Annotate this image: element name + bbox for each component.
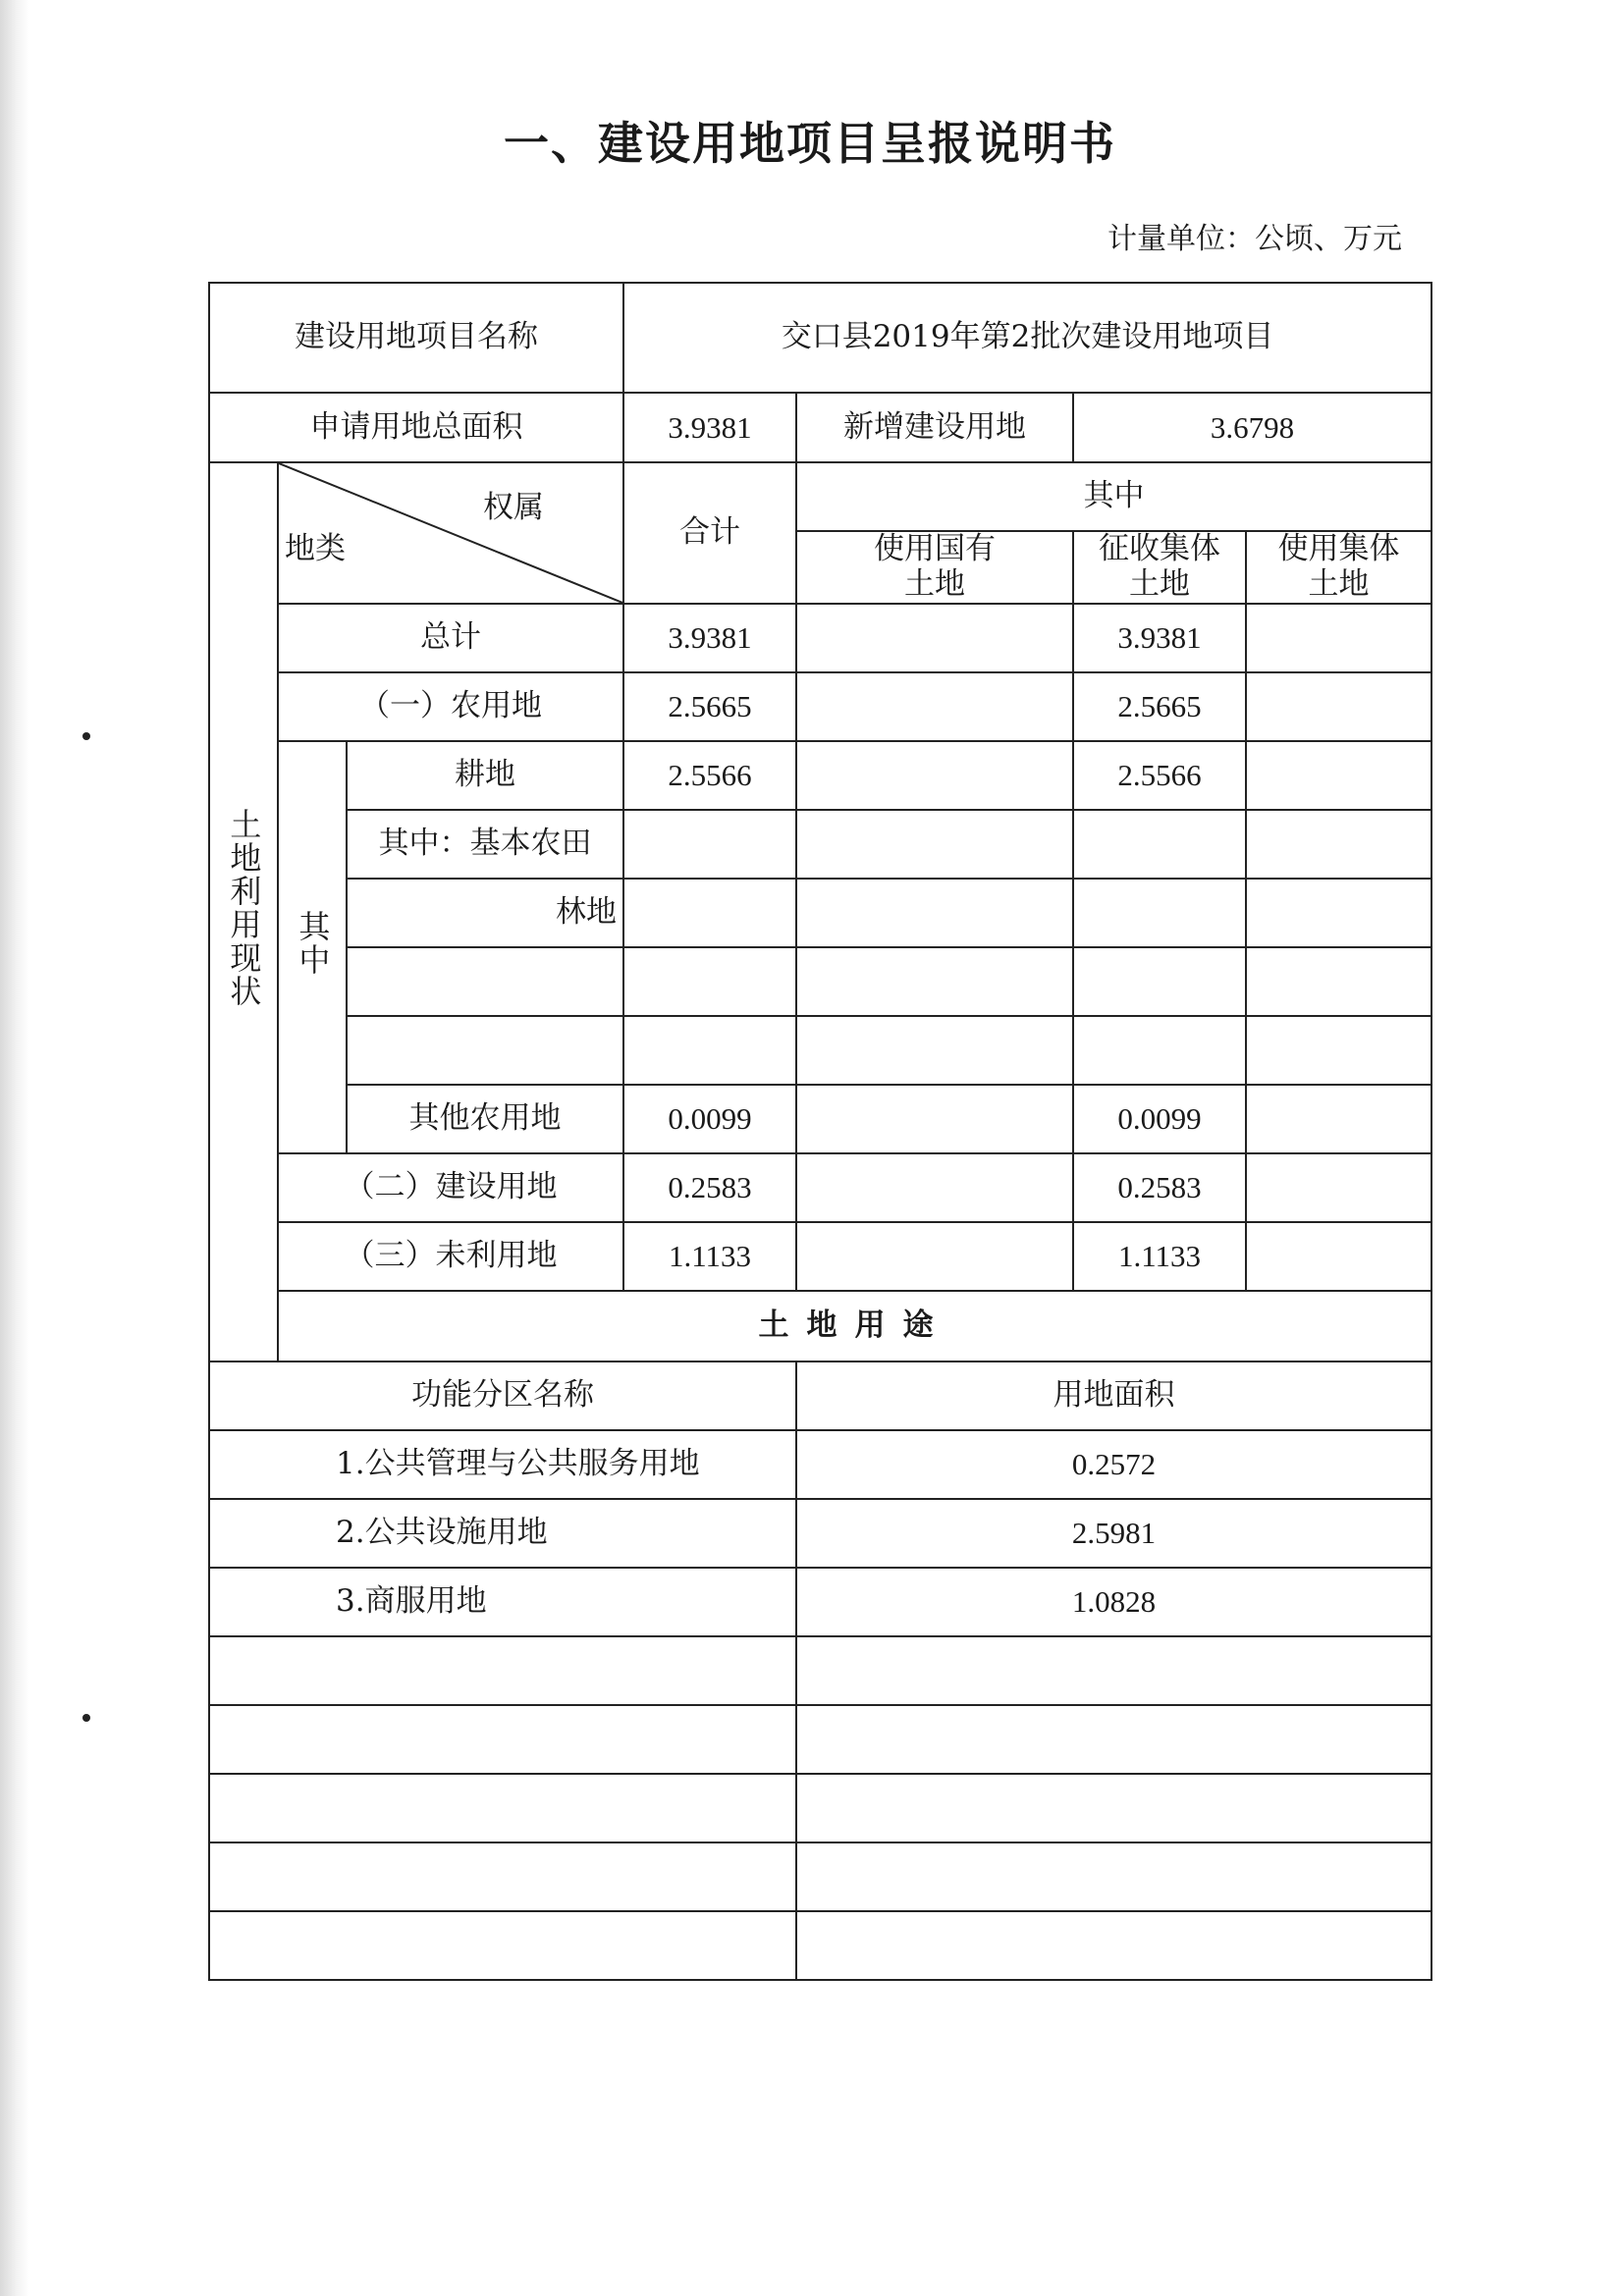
land-use-name: 2.公共设施用地 <box>209 1499 796 1568</box>
new-land-label: 新增建设用地 <box>796 393 1073 462</box>
land-use-area: 0.2572 <box>796 1430 1431 1499</box>
row-total: 2.5665 <box>623 672 796 741</box>
land-use-area: 2.5981 <box>796 1499 1431 1568</box>
row-state <box>796 1085 1073 1153</box>
row-state <box>796 1016 1073 1085</box>
row-collect <box>1073 879 1246 947</box>
land-use-name: 3.商服用地 <box>209 1568 796 1636</box>
row-use <box>1246 810 1431 879</box>
sub-side-label <box>278 741 347 1153</box>
row-state <box>796 810 1073 879</box>
row-total <box>623 810 796 879</box>
row-collect: 0.2583 <box>1073 1153 1246 1222</box>
land-use-row <box>209 1911 1431 1980</box>
row-collect: 2.5566 <box>1073 741 1246 810</box>
row-collect: 0.0099 <box>1073 1085 1246 1153</box>
status-row-construction <box>209 1153 1431 1222</box>
row-label: （一）农用地 <box>278 672 623 741</box>
land-use-row <box>209 1842 1431 1911</box>
land-use-name <box>209 1774 796 1842</box>
row-label: 其他农用地 <box>347 1085 623 1153</box>
diag-landtype-label: 地类 <box>285 531 346 567</box>
total-area-label: 申请用地总面积 <box>209 393 623 462</box>
land-use-area <box>796 1911 1431 1980</box>
land-use-name <box>209 1842 796 1911</box>
status-row-other-agri <box>209 1085 1431 1153</box>
col-total-header: 合计 <box>623 462 796 604</box>
row-total <box>623 1016 796 1085</box>
row-total: 0.2583 <box>623 1153 796 1222</box>
row-total: 0.0099 <box>623 1085 796 1153</box>
row-state <box>796 604 1073 672</box>
project-name-label: 建设用地项目名称 <box>209 283 623 393</box>
unit-note: 计量单位：公顷、万元 <box>1107 222 1402 256</box>
land-use-area <box>796 1636 1431 1705</box>
row-use <box>1246 741 1431 810</box>
land-use-name <box>209 1705 796 1774</box>
row-state <box>796 741 1073 810</box>
land-use-header-row <box>209 1362 1431 1430</box>
row-label: 其中：基本农田 <box>347 810 623 879</box>
status-row-agri <box>209 672 1431 741</box>
diag-ownership-label: 权属 <box>483 490 545 525</box>
row-state <box>796 879 1073 947</box>
total-area-row <box>209 393 1431 462</box>
row-state <box>796 947 1073 1016</box>
land-use-name <box>209 1636 796 1705</box>
row-label <box>347 947 623 1016</box>
land-use-row <box>209 1499 1431 1568</box>
status-row-blank <box>209 1016 1431 1085</box>
status-row-basic-farmland <box>209 810 1431 879</box>
row-total: 2.5566 <box>623 741 796 810</box>
land-use-col-name: 功能分区名称 <box>209 1362 796 1430</box>
land-report-table <box>208 282 1432 1981</box>
land-use-row <box>209 1705 1431 1774</box>
row-collect: 3.9381 <box>1073 604 1246 672</box>
land-use-name: 1.公共管理与公共服务用地 <box>209 1430 796 1499</box>
row-use <box>1246 1222 1431 1291</box>
row-total: 1.1133 <box>623 1222 796 1291</box>
sub-side-text: 其中 <box>294 909 332 977</box>
row-label <box>347 1016 623 1085</box>
land-use-row <box>209 1636 1431 1705</box>
status-row-unused <box>209 1222 1431 1291</box>
row-collect: 1.1133 <box>1073 1222 1246 1291</box>
col-use-collect-header <box>1246 531 1431 604</box>
project-name-row <box>209 283 1431 393</box>
land-use-name <box>209 1911 796 1980</box>
row-use <box>1246 947 1431 1016</box>
col-use-collect-text: 使用集体土地 <box>1277 531 1400 602</box>
row-total: 3.9381 <box>623 604 796 672</box>
col-group-header: 其中 <box>796 462 1431 531</box>
page-title: 一、建设用地项目呈报说明书 <box>504 117 1116 170</box>
land-use-area <box>796 1705 1431 1774</box>
status-row-total <box>209 604 1431 672</box>
row-label: （二）建设用地 <box>278 1153 623 1222</box>
land-use-row <box>209 1774 1431 1842</box>
land-status-side-label <box>209 462 278 1362</box>
scan-speck <box>82 732 90 740</box>
diagonal-header-cell <box>278 462 623 604</box>
row-state <box>796 1153 1073 1222</box>
row-use <box>1246 672 1431 741</box>
row-use <box>1246 879 1431 947</box>
land-use-row <box>209 1568 1431 1636</box>
land-use-area <box>796 1774 1431 1842</box>
col-collect-header <box>1073 531 1246 604</box>
row-label: 林地 <box>347 879 623 947</box>
row-collect: 2.5665 <box>1073 672 1246 741</box>
row-label: （三）未利用地 <box>278 1222 623 1291</box>
col-state-text: 使用国有土地 <box>874 531 997 602</box>
project-name-value: 交口县2019年第2批次建设用地项目 <box>623 283 1431 393</box>
row-total <box>623 879 796 947</box>
row-state <box>796 1222 1073 1291</box>
land-use-col-area: 用地面积 <box>796 1362 1431 1430</box>
row-use <box>1246 1085 1431 1153</box>
status-row-cropland <box>209 741 1431 810</box>
row-state <box>796 672 1073 741</box>
status-header-row <box>209 462 1431 531</box>
row-use <box>1246 1016 1431 1085</box>
row-collect <box>1073 1016 1246 1085</box>
land-use-area: 1.0828 <box>796 1568 1431 1636</box>
row-label: 总计 <box>278 604 623 672</box>
row-label: 耕地 <box>347 741 623 810</box>
status-row-forest <box>209 879 1431 947</box>
scan-speck <box>82 1714 90 1722</box>
total-area-value: 3.9381 <box>623 393 796 462</box>
land-use-area <box>796 1842 1431 1911</box>
row-collect <box>1073 810 1246 879</box>
land-use-section-title: 土地用途 <box>278 1291 1431 1362</box>
land-status-side-text: 土地利用现状 <box>225 807 263 1008</box>
row-use <box>1246 604 1431 672</box>
col-state-header <box>796 531 1073 604</box>
status-row-blank <box>209 947 1431 1016</box>
land-use-row <box>209 1430 1431 1499</box>
land-use-title-row <box>209 1291 1431 1362</box>
scan-edge <box>0 0 29 2296</box>
row-total <box>623 947 796 1016</box>
new-land-value: 3.6798 <box>1073 393 1431 462</box>
row-collect <box>1073 947 1246 1016</box>
col-collect-text: 征收集体土地 <box>1099 531 1221 602</box>
row-use <box>1246 1153 1431 1222</box>
